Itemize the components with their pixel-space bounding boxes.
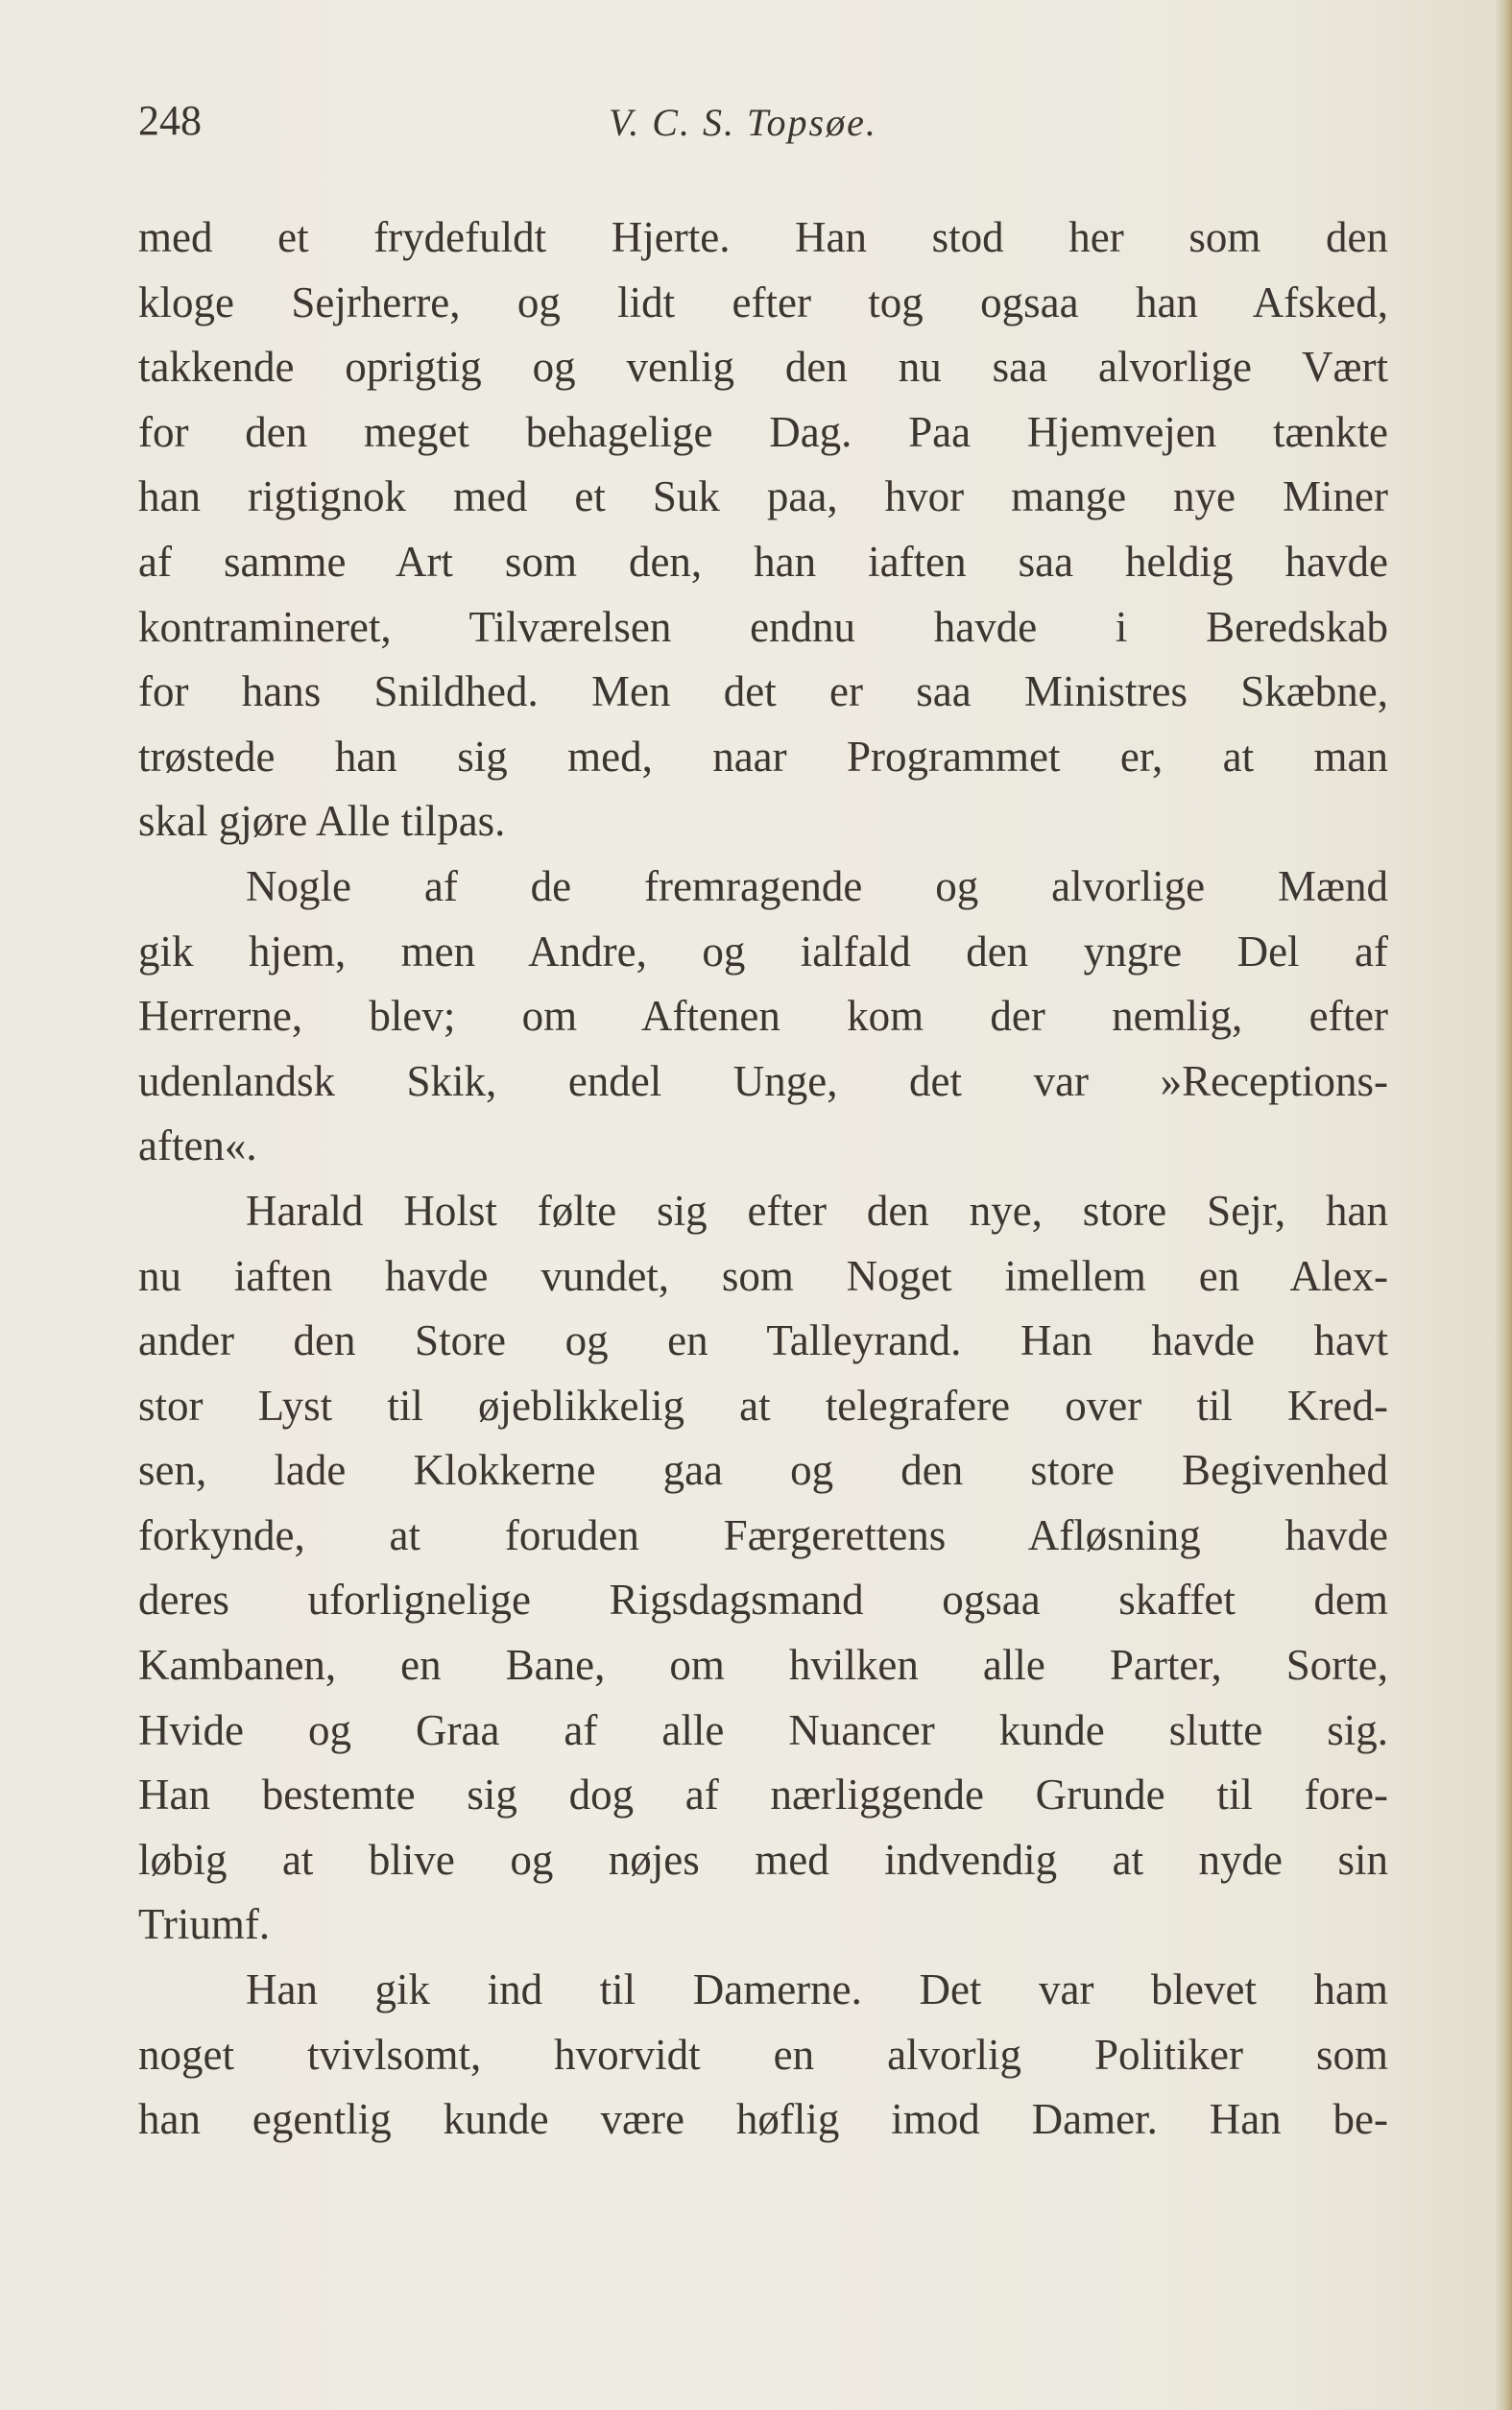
text-line: Kambanen, en Bane, om hvilken alle Parter, Sorte,: [138, 1641, 1388, 1690]
text-line: kloge Sejrherre, og lidt efter tog ogsaa han Afsked,: [138, 277, 1388, 326]
paragraph-end-line: skal gjøre Alle tilpas.: [138, 797, 506, 846]
paragraph-start-line: Han gik ind til Damerne. Det var blevet ham: [246, 1965, 1388, 2014]
text-line: stor Lyst til øjeblikkelig at telegrafere over til Kred-: [138, 1381, 1388, 1430]
text-line: Hvide og Graa af alle Nuancer kunde slutte sig.: [138, 1705, 1388, 1754]
running-title: V. C. S. Topsøe.: [609, 101, 877, 144]
text-line: han egentlig kunde være høflig imod Damer. Han be-: [138, 2095, 1388, 2144]
page-number: 248: [138, 97, 202, 144]
paragraph-end-line: aften«.: [138, 1121, 257, 1170]
text-line: løbig at blive og nøjes med indvendig at nyde sin: [138, 1835, 1388, 1884]
paragraph-start-line: Nogle af de fremragende og alvorlige Mænd: [246, 861, 1388, 910]
text-line: Herrerne, blev; om Aftenen kom der nemlig, efter: [138, 992, 1388, 1041]
text-line: kontramineret, Tilværelsen endnu havde i Beredskab: [138, 602, 1388, 651]
text-line: takkende oprigtig og venlig den nu saa alvorlige Vært: [138, 343, 1388, 392]
text-line: med et frydefuldt Hjerte. Han stod her som den: [138, 213, 1388, 261]
text-line: sen, lade Klokkerne gaa og den store Begivenhed: [138, 1446, 1388, 1495]
paragraph-start-line: Harald Holst følte sig efter den nye, store Sejr, han: [246, 1186, 1388, 1235]
text-line: for den meget behagelige Dag. Paa Hjemvejen tænkte: [138, 407, 1388, 456]
text-line: ander den Store og en Talleyrand. Han havde havt: [138, 1316, 1388, 1365]
text-line: Han bestemte sig dog af nærliggende Grunde til fore-: [138, 1771, 1388, 1820]
text-line: forkynde, at foruden Færgerettens Afløsning havde: [138, 1510, 1388, 1559]
text-line: for hans Snildhed. Men det er saa Ministres Skæbne,: [138, 667, 1388, 716]
text-line: nu iaften havde vundet, som Noget imellem en Alex-: [138, 1251, 1388, 1300]
text-line: han rigtignok med et Suk paa, hvor mange nye Miner: [138, 472, 1388, 521]
body-text: [138, 205, 1388, 2153]
text-line: noget tvivlsomt, hvorvidt en alvorlig Politiker som: [138, 2030, 1388, 2079]
running-head: [138, 96, 1388, 154]
text-line: udenlandsk Skik, endel Unge, det var »Receptions-: [138, 1056, 1388, 1105]
text-line: deres uforlignelige Rigsdagsmand ogsaa skaffet dem: [138, 1576, 1388, 1625]
paragraph-end-line: Triumf.: [138, 1900, 271, 1949]
page-edge-shadow: [1495, 0, 1512, 2410]
text-line: af samme Art som den, han iaften saa heldig havde: [138, 537, 1388, 586]
text-line: gik hjem, men Andre, og ialfald den yngre Del af: [138, 927, 1388, 976]
text-line: trøstede han sig med, naar Programmet er, at man: [138, 732, 1388, 781]
